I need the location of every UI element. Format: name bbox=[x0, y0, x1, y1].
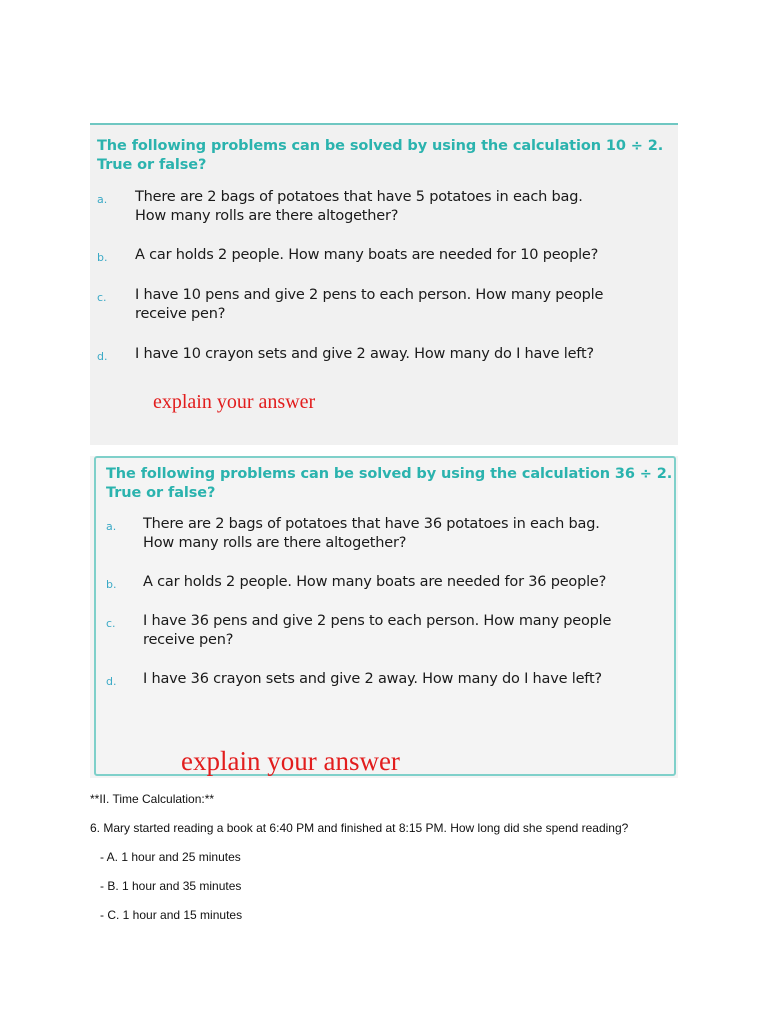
option-a: - A. 1 hour and 25 minutes bbox=[100, 850, 241, 864]
item-b-letter: b. bbox=[106, 578, 117, 591]
item-a-line1: There are 2 bags of potatoes that have 5 potatoes in each bag. bbox=[135, 189, 583, 205]
item-c-line1: I have 36 pens and give 2 pens to each person. How many people bbox=[143, 613, 612, 629]
card-header-line1: The following problems can be solved by using the calculation 36 ÷ 2. bbox=[106, 466, 673, 482]
item-a-text bbox=[143, 515, 600, 553]
card-header-line2: True or false? bbox=[106, 485, 216, 501]
item-c-line2: receive pen? bbox=[135, 306, 226, 322]
item-c-letter: c. bbox=[106, 617, 116, 630]
item-b-text bbox=[135, 246, 598, 265]
problem-card-10-div-2 bbox=[90, 123, 678, 445]
item-a-line2: How many rolls are there altogether? bbox=[143, 535, 407, 551]
item-d-text bbox=[135, 345, 594, 364]
item-c-line2: receive pen? bbox=[143, 632, 234, 648]
item-a-line1: There are 2 bags of potatoes that have 36 potatoes in each bag. bbox=[143, 516, 600, 532]
item-b-line1: A car holds 2 people. How many boats are needed for 10 people? bbox=[135, 247, 599, 263]
card-header-line1: The following problems can be solved by using the calculation 10 ÷ 2. bbox=[97, 138, 664, 154]
item-d-line1: I have 36 crayon sets and give 2 away. How many do I have left? bbox=[143, 671, 602, 687]
item-a-line2: How many rolls are there altogether? bbox=[135, 208, 399, 224]
explain-your-answer: explain your answer bbox=[153, 391, 316, 413]
option-b: - B. 1 hour and 35 minutes bbox=[100, 879, 242, 893]
problem-card-36-div-2 bbox=[90, 456, 678, 778]
item-c-text bbox=[135, 286, 603, 324]
card-header bbox=[97, 137, 663, 175]
explain-your-answer: explain your answer bbox=[181, 746, 400, 776]
item-c-letter: c. bbox=[97, 291, 107, 304]
item-d-letter: d. bbox=[106, 675, 117, 688]
item-b-text bbox=[143, 573, 606, 592]
item-c-line1: I have 10 pens and give 2 pens to each person. How many people bbox=[135, 287, 604, 303]
item-b-letter: b. bbox=[97, 251, 108, 264]
item-d-line1: I have 10 crayon sets and give 2 away. How many do I have left? bbox=[135, 346, 594, 362]
item-a-text bbox=[135, 188, 583, 226]
item-a-letter: a. bbox=[106, 520, 117, 533]
item-a-letter: a. bbox=[97, 193, 108, 206]
item-d-letter: d. bbox=[97, 350, 108, 363]
question-6: 6. Mary started reading a book at 6:40 PM and finished at 8:15 PM. How long did she spend reading? bbox=[90, 821, 629, 835]
item-b-line1: A car holds 2 people. How many boats are needed for 36 people? bbox=[143, 574, 607, 590]
card-header-line2: True or false? bbox=[97, 157, 207, 173]
item-c-text bbox=[143, 612, 611, 650]
option-c: - C. 1 hour and 15 minutes bbox=[100, 908, 243, 922]
card-header bbox=[106, 465, 672, 503]
section-heading: **II. Time Calculation:** bbox=[90, 792, 215, 806]
item-d-text bbox=[143, 670, 602, 689]
